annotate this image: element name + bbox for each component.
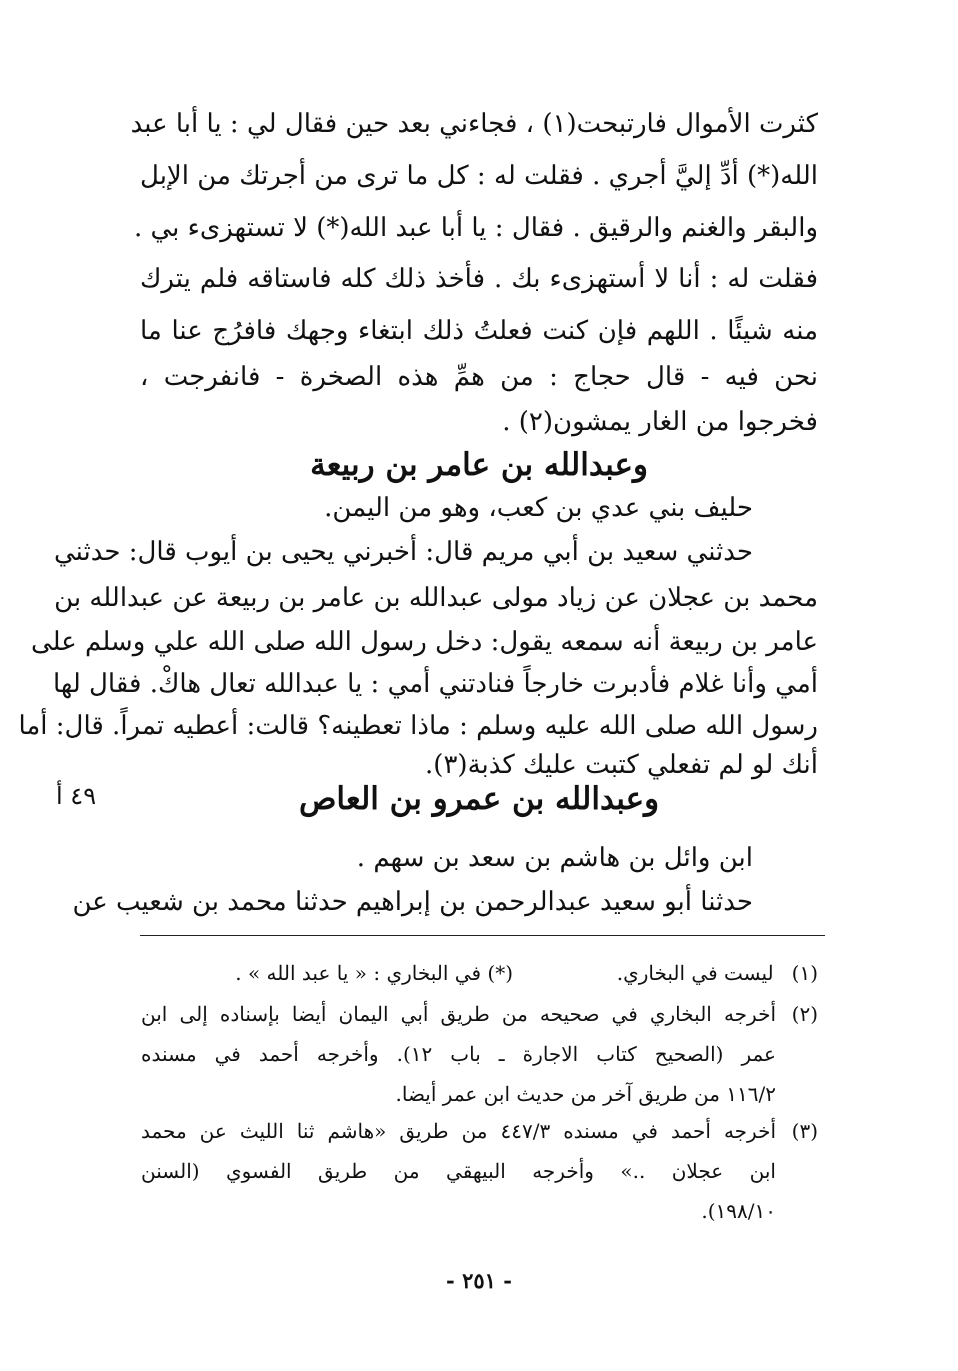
text-line: حدثني سعيد بن أبي مريم قال: أخبرني يحيى بن أيوب قال: حدثني (54, 537, 753, 567)
text-line: حدثنا أبو سعيد عبدالرحمن بن إبراهيم حدثنا محمد بن شعيب عن (72, 887, 753, 917)
text-line: والبقر والغنم والرقيق . فقال : يا أبا عبد الله(*) لا تستهزىء بي . (133, 213, 818, 243)
section-heading: وعبدالله بن عامر بن ربيعة (310, 447, 648, 483)
footnote-divider (140, 935, 825, 936)
text-line: أنك لو لم تفعلي كتبت عليك كذبة(٣). (425, 750, 818, 780)
footnote-2-line: أخرجه البخاري في صحيحه من طريق أبي اليمان أيضا بإسناده إلى ابن (141, 1002, 776, 1026)
section-subtitle: حليف بني عدي بن كعب، وهو من اليمن. (324, 493, 753, 523)
footnote-2-line: عمر (الصحيح كتاب الاجارة ـ باب ١٢). وأخرجه أحمد في مسنده (141, 1042, 776, 1066)
text-line: فقلت له : أنا لا أستهزىء بك . فأخذ ذلك كله فاستاقه فلم يترك (140, 264, 818, 294)
footnote-3-line: ١٩٨/١٠). (701, 1199, 776, 1223)
text-line: نحن فيه - قال حجاج : من همِّ هذه الصخرة - فانفرجت ، (140, 362, 818, 392)
text-line: كثرت الأموال فارتبحت(١) ، فجاءني بعد حين فقال لي : يا أبا عبد (130, 109, 818, 139)
footnote-3-line: أخرجه أحمد في مسنده ٤٤٧/٣ من طريق «هاشم ثنا الليث عن محمد (141, 1119, 776, 1143)
footnote-2-line: ١١٦/٢ من طريق آخر من حديث ابن عمر أيضا. (395, 1082, 776, 1106)
text-line: رسول الله صلى الله عليه وسلم : ماذا تعطينه؟ قالت: أعطيه تمراً. قال: أما (18, 711, 818, 741)
footnote-2-number: (٢) (791, 1002, 818, 1026)
text-line: منه شيئًا . اللهم فإن كنت فعلتُ ذلك ابتغاء وجهك فافرُج عنا ما (140, 316, 818, 346)
text-line: الله(*) أدِّ إليَّ أجري . فقلت له : كل ما ترى من أجرتك من الإبل (140, 161, 818, 191)
text-line: أمي وأنا غلام فأدبرت خارجاً فنادتني أمي : يا عبدالله تعال هاكْ. فقال لها (52, 669, 818, 699)
margin-folio-note: ٤٩ أ (56, 782, 97, 810)
page-number: - ٢٥١ - (446, 1268, 512, 1293)
footnote-star: (*) في البخاري : « يا عبد الله » . (235, 961, 513, 985)
text-line: فخرجوا من الغار يمشون(٢) . (502, 407, 818, 437)
footnote-3-number: (٣) (791, 1119, 818, 1143)
footnote-number: (١) (791, 961, 818, 985)
text-line: عامر بن ربيعة أنه سمعه يقول: دخل رسول الله صلى الله علي وسلم على (30, 627, 818, 657)
section-subtitle: ابن وائل بن هاشم بن سعد بن سهم . (356, 843, 753, 873)
text-line: محمد بن عجلان عن زياد مولى عبدالله بن عامر بن ربيعة عن عبدالله بن (54, 583, 818, 613)
footnote-3-line: ابن عجلان ..» وأخرجه البيهقي من طريق الفسوي (السنن (141, 1159, 776, 1183)
footnote-text: ليست في البخاري. (616, 961, 774, 985)
footnote-1 (617, 955, 818, 991)
section-heading: وعبدالله بن عمرو بن العاص (298, 781, 660, 817)
